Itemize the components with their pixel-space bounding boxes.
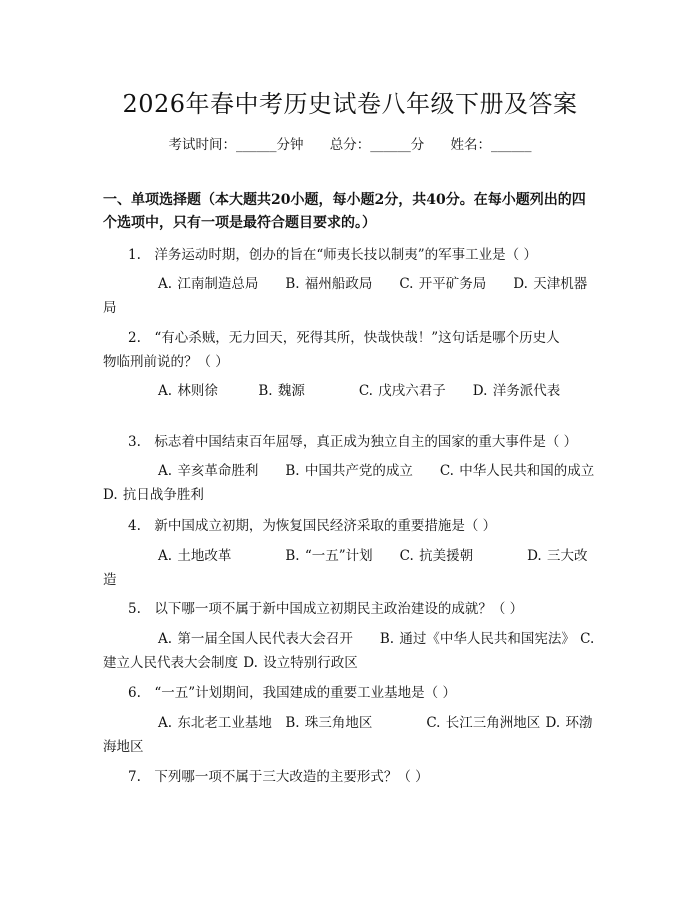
page-title: 2026年春中考历史试卷八年级下册及答案 [122,90,578,118]
question-options: A. 东北老工业基地 B. 珠三角地区 C. 长江三角洲地区 D. 环渤海地区 [103,715,593,755]
question-options: A. 辛亥革命胜利 B. 中国共产党的成立 C. 中华人民共和国的成立 D. 抗日战争胜利 [103,463,595,503]
question-stem: 4. 新中国成立初期，为恢复国民经济采取的重要措施是（ ） [128,518,497,534]
question-stem: 1. 洋务运动时期，创办的旨在“师夷长技以制夷”的军事工业是（ ） [128,247,537,263]
student-name: 姓名：______ [450,137,532,153]
exam-time: 考试时间：______分钟 [168,137,304,153]
question-options: A. 第一届全国人民代表大会召开 B. 通过《中华人民共和国宪法》 C. 建立人民代表大会制度 D. 设立特别行政区 [103,631,595,671]
question-stem: 7. 下列哪一项不属于三大改造的主要形式？（ ） [128,769,429,785]
question-options: A. 土地改革 B. “一五”计划 C. 抗美援朝 D. 三大改造 [103,548,588,588]
question-stem: 2. “有心杀贼，无力回天，死得其所，快哉快哉！”这句话是哪个历史人物临刑前说的？（ ） [103,330,560,370]
question-stem: 5. 以下哪一项不属于新中国成立初期民主政治建设的成就？（ ） [128,601,524,617]
question-stem: 3. 标志着中国结束百年屈辱，真正成为独立自主的国家的重大事件是（ ） [128,434,578,450]
question-stem: 6. “一五”计划期间，我国建成的重要工业基地是（ ） [128,685,456,701]
exam-score: 总分：______分 [329,137,425,153]
exam-meta [0,133,700,153]
question-options: A. 林则徐 B. 魏源 C. 戊戌六君子 D. 洋务派代表 [158,383,561,399]
section-heading: 一、单项选择题（本大题共20小题，每小题2分，共40分。在每小题列出的四个选项中，只有一项是最符合题目要求的。） [103,192,586,231]
question-options: A. 江南制造总局 B. 福州船政局 C. 开平矿务局 D. 天津机器局 [103,276,588,316]
